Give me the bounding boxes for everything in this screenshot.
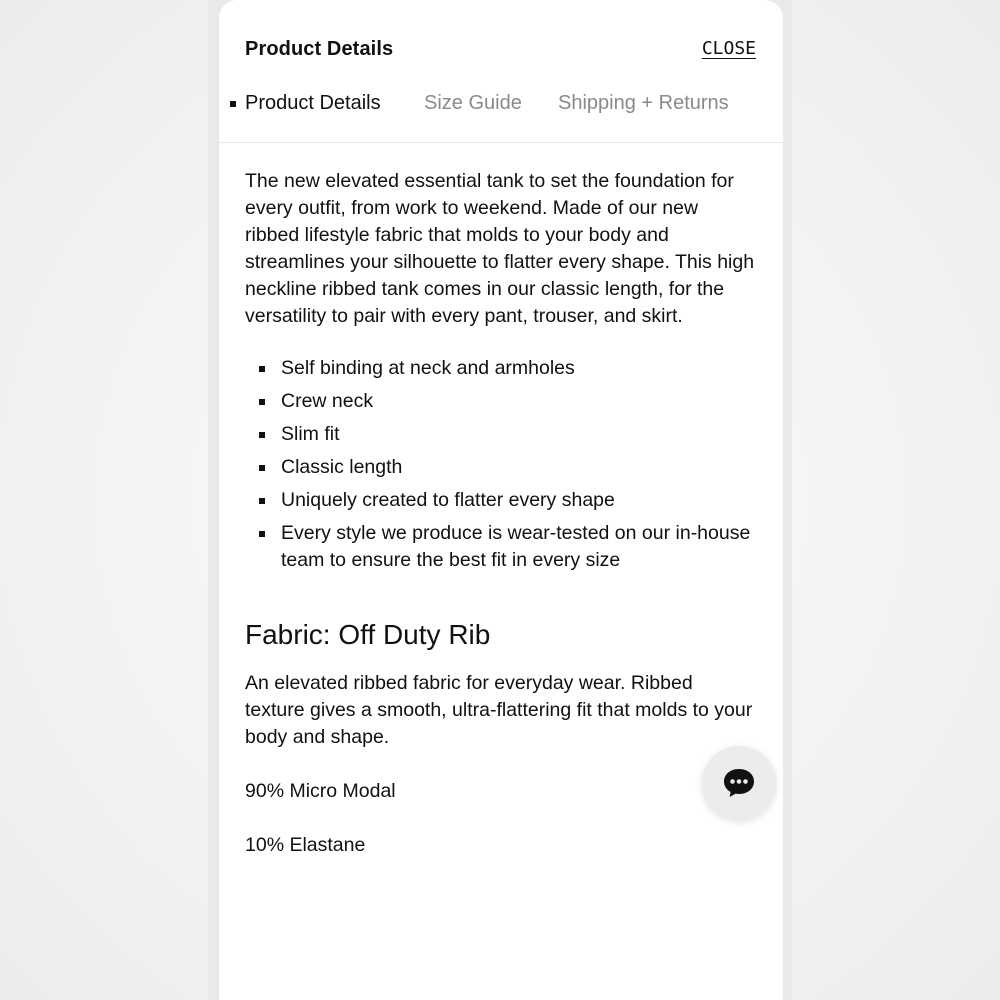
chat-bubble-icon: [722, 767, 756, 799]
tab-product-details[interactable]: Product Details: [245, 92, 381, 114]
bullet-icon: [259, 399, 265, 405]
product-description: The new elevated essential tank to set the foundation for every outfit, from work to weekend. Made of our new ribbed lifestyle fabric that molds to your body and streamlines your silhouette to flatter every shape. This high neckline ribbed tank comes in our classic length, for the versatility to pair with every pant, trouser, and skirt.: [245, 170, 755, 327]
bullet-icon: [259, 432, 265, 438]
feature-item: [245, 355, 757, 382]
tab-size-guide[interactable]: Size Guide: [424, 92, 522, 114]
feature-text: Crew neck: [281, 390, 374, 412]
sheet-title: Product Details: [245, 38, 394, 60]
product-details-sheet: [219, 0, 783, 1000]
bullet-icon: [259, 531, 265, 537]
active-tab-marker: [230, 101, 236, 107]
bullet-icon: [259, 465, 265, 471]
feature-list: [245, 355, 757, 574]
fabric-composition-1: 90% Micro Modal: [245, 780, 396, 802]
close-button[interactable]: CLOSE: [701, 38, 756, 59]
bullet-icon: [259, 498, 265, 504]
chat-button[interactable]: [702, 746, 776, 820]
feature-text: Every style we produce is wear-tested on our in-house team to ensure the best fit in every size: [281, 522, 751, 571]
fabric-heading: Fabric: Off Duty Rib: [245, 619, 491, 650]
fabric-description: An elevated ribbed fabric for everyday wear. Ribbed texture gives a smooth, ultra-flattering fit that molds to your body and shape.: [245, 672, 753, 748]
fabric-composition-2: 10% Elastane: [245, 834, 366, 856]
feature-item: [245, 454, 757, 481]
feature-item: [245, 388, 757, 415]
feature-text: Slim fit: [281, 423, 340, 445]
feature-item: [245, 421, 757, 448]
tab-bar: [219, 80, 783, 143]
bullet-icon: [259, 366, 265, 372]
feature-text: Uniquely created to flatter every shape: [281, 489, 615, 511]
sheet-header: [245, 36, 757, 66]
feature-item: [245, 520, 757, 574]
feature-text: Self binding at neck and armholes: [281, 357, 575, 379]
feature-text: Classic length: [281, 456, 403, 478]
tab-shipping-returns[interactable]: Shipping + Returns: [558, 92, 729, 114]
feature-item: [245, 487, 757, 514]
product-details-content: [245, 168, 757, 886]
